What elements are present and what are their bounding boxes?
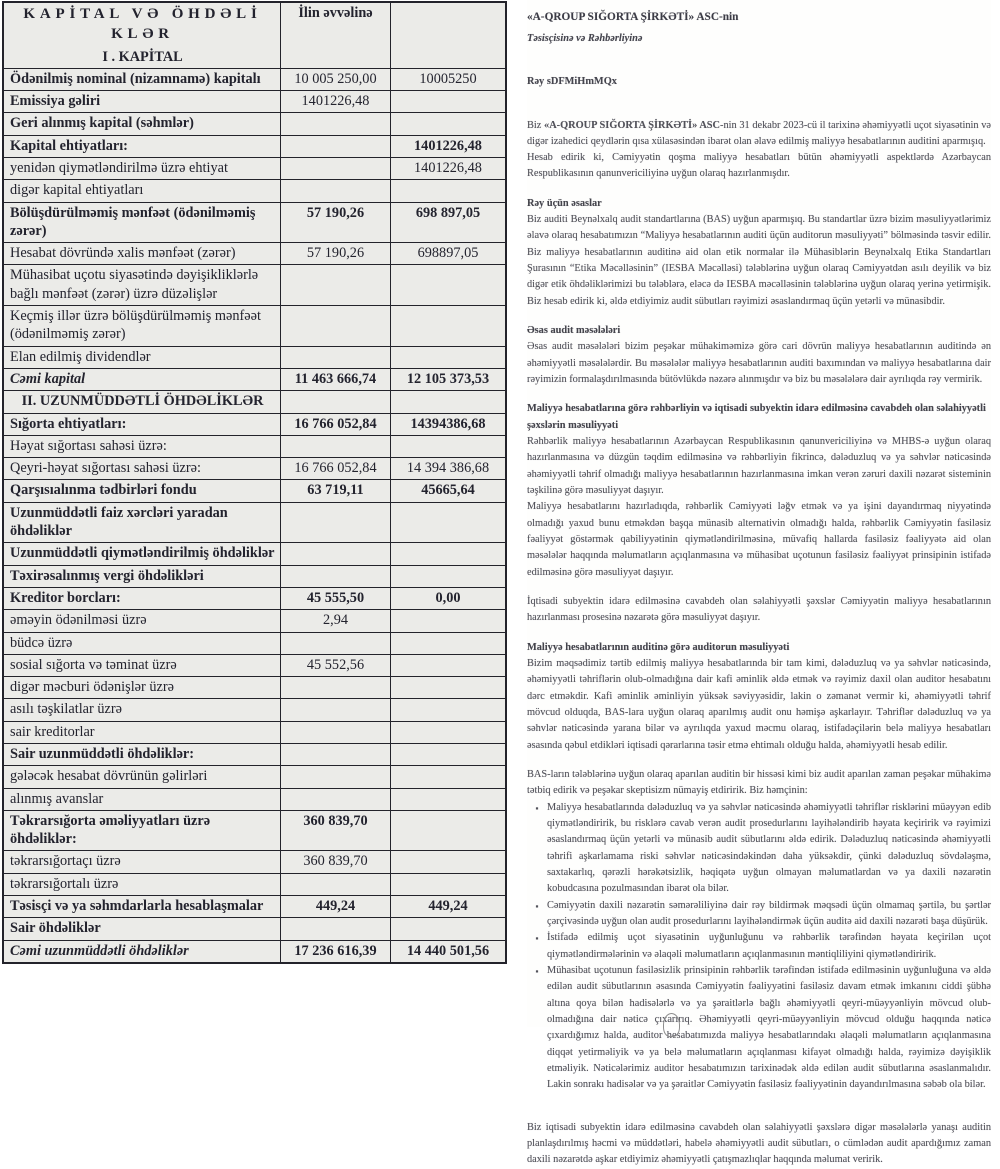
value-begin-of-year [280, 136, 390, 157]
table-row [4, 368, 505, 390]
value-begin-of-year: 45 555,50 [280, 588, 390, 609]
row-label: alınmış avanslar [10, 790, 104, 807]
audit-report-page [527, 0, 991, 1166]
bullet-icon: ▪ [535, 933, 539, 944]
value-end-of-year: 14 440 501,56 [390, 941, 505, 962]
value-begin-of-year: 57 190,26 [280, 203, 390, 243]
row-label: Cəmi uzunmüddətli öhdəliklər [10, 942, 189, 959]
row-label: digər kapital ehtiyatları [10, 182, 144, 199]
row-label: təkrarsığortaçı üzrə [10, 853, 121, 870]
balance-table-body [4, 47, 505, 962]
row-label: Qeyri-həyat sığortası sahəsi üzrə: [10, 460, 201, 477]
value-begin-of-year [280, 918, 390, 939]
table-row [4, 542, 505, 564]
value-end-of-year: 10005250 [390, 69, 505, 90]
row-label: Ödənilmiş nominal (nizamnamə) kapitalı [10, 70, 261, 87]
table-row [4, 179, 505, 201]
value-begin-of-year [280, 503, 390, 543]
table-row [4, 457, 505, 479]
value-end-of-year [390, 918, 505, 939]
value-end-of-year: 698 897,05 [390, 203, 505, 243]
report-bullet-text: Cəmiyyətin daxili nəzarətin səmərəliliyinə dair rəy bildirmək məqsədi üçün olmamaq şərtilə, bu şərtlər çərçivəsində uyğun olan audit prosedurlarını layihələndirmək üçün auditə aid daxili nəzarəti başa düşürük. [547, 899, 991, 927]
report-heading: Maliyyə hesabatlarına görə rəhbərliyin və iqtisadi subyektin idarə edilməsinə cavabdeh olan səlahiyyətli şəxslərin məsuliyyəti [527, 403, 986, 431]
value-begin-of-year [280, 265, 390, 305]
value-end-of-year [390, 677, 505, 698]
value-end-of-year [390, 503, 505, 543]
value-begin-of-year [280, 722, 390, 743]
value-end-of-year [390, 744, 505, 765]
value-end-of-year [390, 180, 505, 201]
report-body [527, 118, 991, 1169]
value-end-of-year: 14394386,68 [390, 414, 505, 435]
table-row [4, 721, 505, 743]
value-begin-of-year: 16 766 052,84 [280, 458, 390, 479]
value-begin-of-year: 16 766 052,84 [280, 414, 390, 435]
table-row [4, 413, 505, 435]
value-begin-of-year: 360 839,70 [280, 851, 390, 872]
value-end-of-year [390, 436, 505, 457]
table-row [4, 654, 505, 676]
value-begin-of-year [280, 543, 390, 564]
table-row [4, 68, 505, 90]
value-begin-of-year [280, 566, 390, 587]
value-end-of-year [390, 633, 505, 654]
table-row [4, 609, 505, 631]
value-begin-of-year: 45 552,56 [280, 655, 390, 676]
value-end-of-year [390, 874, 505, 895]
report-paragraph: Bizim məqsədimiz tərtib edilmiş maliyyə hesabatlarında bir tam kimi, dələduzluq və ya səhvlər nəticəsində, əhəmiyyətli təhriflərin olub-olmadığına dair kafi əminlik əldə etmək və rəyimiz daxil olan auditor hesabatını dərc etməkdir. Kafi əminlik əminliyin yüksək səviyyəsidir, lakin o zəmanət vermir ki, əhəmiyyətli təhrif mövcud olduqda, BAS-lara uyğun olaraq aparılmış audit onu həmişə aşkarlayır. Təhriflər dələduzluq və ya səhvlər nəticəsində yarana bilər və ayrılıqda yaxud məcmu olaraq, istifadəçilərin belə maliyyə hesabatları əsasında qəbul etdikləri iqtisadi qərarlarına təsir etmə ehtimalı olduğu halda, əhəmiyyətli hesab edilir. [527, 658, 991, 751]
report-paragraph: Biz «A-QROUP SIĞORTA ŞİRKƏTİ» ASC-nin 31 dekabr 2023-cü il tarixinə əhəmiyyətli uçot siyasətinin və digər izahedici qeydlərin qısa xülasəsindən ibarət olan əlavə edilmiş maliyyə hesabatlarının auditini aparmışıq. [527, 119, 991, 147]
report-heading: Əsas audit məsələləri [527, 325, 621, 337]
report-paragraph: Rəhbərlik maliyyə hesabatlarının Azərbaycan Respublikasının qanunvericiliyinə və MHBS-ə uyğun olaraq hazırlanmasına və düzgün təqdim edilməsinə və rəhbərliyin fikrincə, dələduzluq və ya səhvlər nəticəsində əhəmiyyətli təhrif olmadığı maliyyə hesabatlarının hazırlanmasına imkan verən zəruri daxili nəzarət sisteminin təşkilinə görə məsuliyyət daşıyır. [527, 436, 991, 497]
value-begin-of-year [280, 699, 390, 720]
row-label: yenidən qiymətləndirilmə üzrə ehtiyat [10, 159, 228, 176]
report-bullet-item [527, 963, 991, 1094]
table-row [4, 305, 505, 346]
report-heading: Maliyyə hesabatlarının auditinə görə auditorun məsuliyyəti [527, 641, 790, 653]
value-end-of-year [390, 543, 505, 564]
value-end-of-year [390, 91, 505, 112]
row-label: II. UZUNMÜDDƏTLİ ÖHDƏLİKLƏR [21, 393, 264, 410]
row-label: Emissiya gəliri [10, 93, 101, 110]
report-bullet-item [527, 898, 991, 931]
value-end-of-year: 698897,05 [390, 243, 505, 264]
bullet-icon: ▪ [535, 900, 539, 911]
table-row [4, 242, 505, 264]
value-begin-of-year: 360 839,70 [280, 811, 390, 851]
value-end-of-year [390, 391, 505, 412]
value-end-of-year: 14 394 386,68 [390, 458, 505, 479]
value-begin-of-year: 2,94 [280, 610, 390, 631]
value-end-of-year: 45665,64 [390, 480, 505, 501]
value-begin-of-year [280, 789, 390, 810]
value-end-of-year [390, 722, 505, 743]
report-paragraph: Əsas audit məsələləri bizim peşəkar mühakiməmizə görə cari dövrün maliyyə hesabatlarının auditində ən əhəmiyyətli məsələlərdir. Bu məsələlər maliyyə hesabatlarının auditi baxımından və maliyyə hesabatlarına dair rəyimizin formalaşdırılmasında bütövlükdə nəzərə alınmışdır və biz bu məsələlərə dair ayrılıqda rəy vermirik. [527, 341, 991, 386]
value-end-of-year [390, 766, 505, 787]
row-label: Təxirəsalınmış vergi öhdəlikləri [10, 567, 204, 584]
value-end-of-year [390, 699, 505, 720]
row-label: gələcək hesabat dövrünün gəlirləri [10, 768, 208, 785]
value-begin-of-year [280, 874, 390, 895]
col-header-capital-liabilities: KAPİTAL VƏ ÖHDƏLİ KLƏR [23, 6, 262, 43]
report-paragraph: Biz auditi Beynəlxalq audit standartlarına (BAS) uyğun aparmışıq. Bu standartlar üzrə bizim məsuliyyətlərimiz əlavə olaraq hesabatımızın “Maliyyə hesabatlarının auditi üçün auditorun məsuliyyəti” bölməsində təsvir edilir. Biz maliyyə hesabatlarının auditinə aid olan etik normalar ilə Mühasiblərin Beynəlxalq Etika Standartları Şurasının “Etika Məcəlləsinin” (IESBA Məcəlləsi) tələblərinə uyğun olaraq Cəmiyyətdən asılı deyilik və biz digər etik öhdəliklərimizi bu tələblərə, eləcə də IESBA məcəlləsinin tələblərinə uyğun olaraq yerinə yetirmişik. Biz hesab edirik ki, əldə etdiyimiz audit sübutları rəyimizi əsaslandırmaq üçün yetərli və münasibdir. [527, 214, 991, 307]
value-end-of-year: 1401226,48 [390, 158, 505, 179]
row-label: Sair öhdəliklər [10, 920, 101, 937]
row-label: təkrarsığortalı üzrə [10, 875, 119, 892]
value-begin-of-year [280, 180, 390, 201]
row-label: Həyat sığortası sahəsi üzrə: [10, 437, 167, 454]
report-bullet-item [527, 930, 991, 963]
report-bullet-text: Maliyyə hesabatlarında dələduzluq və ya səhvlər nəticəsində əhəmiyyətli təhriflər risklərini müəyyən edib qiymətləndiririk, bu risklərə cavab verən audit prosedurlarını layihələndirib həyata keçiririk və rəyimizi əsaslandırmaq üçün yetərli və münasib audit sübutlarını əldə edirik. Dələduzluq nəticəsində əhəmiyyətli təhrifi aşkarlamama riski səhvlər nəticəsindəkindən daha yüksəkdir, çünki dələduzluq sövdələşmə, saxtakarlıq, qərəzli hərəkətsizlik, həqiqətə uyğun olmayan məlumatlardan və ya daxili nəzarətin kobudcasına pozulmasından ibarət ola bilər. [547, 801, 991, 895]
table-row [4, 479, 505, 501]
value-begin-of-year [280, 347, 390, 368]
value-begin-of-year [280, 391, 390, 412]
value-begin-of-year [280, 306, 390, 346]
value-begin-of-year [280, 744, 390, 765]
table-row [4, 565, 505, 587]
value-begin-of-year [280, 677, 390, 698]
table-row [4, 698, 505, 720]
row-label: Təkrarsığorta əməliyyatları üzrə öhdəliklər: [10, 812, 211, 848]
row-label: Sair uzunmüddətli öhdəliklər: [10, 746, 195, 762]
table-row [4, 810, 505, 851]
row-label: Kapital ehtiyatları: [10, 137, 128, 154]
value-begin-of-year: 57 190,26 [280, 243, 390, 264]
table-row [4, 587, 505, 609]
report-title: «A-QROUP SIĞORTA ŞİRKƏTİ» ASC-nin [527, 11, 739, 23]
value-end-of-year [390, 655, 505, 676]
row-label: Kreditor borcları: [10, 589, 121, 606]
value-end-of-year [390, 306, 505, 346]
row-label: sair kreditorlar [10, 723, 95, 740]
value-begin-of-year: 63 719,11 [280, 480, 390, 501]
row-label: Mühasibat uçotu siyasətində dəyişikliklərlə bağlı mənfəət (zərər) üzrə düzəlişlər [10, 267, 259, 302]
value-begin-of-year [280, 766, 390, 787]
row-label: digər məcburi ödənişlər üzrə [10, 679, 174, 696]
value-end-of-year [390, 789, 505, 810]
value-end-of-year [390, 566, 505, 587]
value-begin-of-year [280, 633, 390, 654]
row-label: Cəmi kapital [10, 370, 86, 387]
table-row [4, 112, 505, 134]
report-opinion-label: Rəy sDFMiHmMQx [527, 76, 617, 88]
report-bullet-item [527, 800, 991, 898]
row-label: əməyin ödənilməsi üzrə [10, 612, 147, 629]
value-begin-of-year [280, 47, 390, 68]
col-header-end-of-year [390, 3, 505, 47]
table-row [4, 157, 505, 179]
value-end-of-year [390, 265, 505, 305]
table-row [4, 346, 505, 368]
table-row [4, 940, 505, 962]
row-label: Elan edilmiş dividendlər [10, 348, 151, 365]
table-row [4, 917, 505, 939]
value-end-of-year: 12 105 373,53 [390, 369, 505, 390]
value-end-of-year: 1401226,48 [390, 136, 505, 157]
table-row [4, 676, 505, 698]
row-label: sosial sığorta və təminat üzrə [10, 656, 177, 673]
value-begin-of-year: 10 005 250,00 [280, 69, 390, 90]
table-row [4, 895, 505, 917]
report-paragraph: BAS-ların tələblərinə uyğun olaraq aparılan auditin bir hissəsi kimi biz audit aparılan zaman peşəkar mühakimə tətbiq edirik və peşəkar skeptisizm nümayiş etdiririk. Biz həmçinin: [527, 768, 991, 797]
balance-sheet-table [2, 1, 507, 964]
value-begin-of-year [280, 158, 390, 179]
value-end-of-year [390, 610, 505, 631]
table-row [4, 873, 505, 895]
value-begin-of-year: 449,24 [280, 896, 390, 917]
table-row [4, 202, 505, 243]
table-row [4, 435, 505, 457]
row-label: Bölüşdürülməmiş mənfəət (ödənilməmiş zərər) [10, 204, 256, 239]
table-row [4, 264, 505, 305]
value-end-of-year: 449,24 [390, 896, 505, 917]
table-row [4, 850, 505, 872]
table-row [4, 765, 505, 787]
row-label: Geri alınmış kapital (səhmlər) [10, 115, 194, 132]
bullet-icon: ▪ [535, 802, 539, 813]
table-row [4, 90, 505, 112]
row-label: I . KAPİTAL [102, 48, 183, 65]
value-begin-of-year: 11 463 666,74 [280, 369, 390, 390]
report-paragraph: Hesab edirik ki, Cəmiyyətin qoşma maliyyə hesabatları bütün əhəmiyyətli aspektlərdə Azərbaycan Respublikasının qanunvericiliyinə uyğun olaraq hazırlanmışdır. [527, 152, 991, 180]
bullet-icon: ▪ [535, 965, 539, 976]
table-row [4, 135, 505, 157]
report-paragraph: Maliyyə hesabatlarını hazırladıqda, rəhbərlik Cəmiyyəti ləğv etmək və ya işini dayandırmaq niyyətində olmadığı yaxud bunu etməkdən başqa münasib alternativin olmadığı halda, rəhbərlik Cəmiyyətin fasiləsiz fəaliyyət göstərmək qabiliyyətinin qiymətləndirilməsinə, müvafiq hallarda fasiləsiz fəaliyyətə aid olan məsələlər haqqında məlumatların açıqlanmasına və mühasibat uçotunun fasiləsiz fəaliyyət prinsipinin istifadə edilməsinə görə məsuliyyət daşıyır. [527, 501, 991, 578]
report-bullet-text: Mühasibat uçotunun fasiləsizlik prinsipinin rəhbərlik tərəfindən istifadə edilməsinin uyğunluğuna və əldə edilən audit sübutlarının əsasında Cəmiyyətin fəaliyyətini fasiləsiz davam etmək imkanını ciddi şübhə altına qoya bilən hadisələrlə və ya şəraitlərlə bağlı əhəmiyyətli qeyri-müəyyənliyin mövcud olub-olmadığına dair nəticə çıxarırıq. Əhəmiyyətli qeyri-müəyyənliyin mövcud olduğu haqqında nəticə çıxardığımız halda, auditor hesabatımızda maliyyə hesabatlarındakı əlaqəli məlumatların açıqlanmasına diqqət yetirməliyik və ya belə məlumatların açıqlanması kifayət olmadığı halda, rəyimizə dəyişiklik etməliyik. Nəticələrimiz auditor hesabatımızın tarixinədək əldə edilən audit sübutlarına əsaslanmalıdır. Lakin sonrakı hadisələr və ya şəraitlər Cəmiyyətin fasiləsiz fəaliyyətinin dayandırılmasına səbəb ola bilər. [547, 964, 991, 1091]
row-label: Uzunmüddətli faiz xərcləri yaradan öhdəliklər [10, 504, 228, 540]
table-row [4, 632, 505, 654]
value-end-of-year [390, 811, 505, 851]
row-label: büdcə üzrə [10, 634, 73, 651]
report-addressee: Təsisçisinə və Rəhbərliyinə [527, 32, 643, 44]
table-row [4, 788, 505, 810]
row-label: Keçmiş illər üzrə bölüşdürülməmiş mənfəət (ödənilməmiş zərər) [10, 308, 261, 343]
table-header-row [4, 3, 505, 47]
value-end-of-year [390, 851, 505, 872]
table-row [4, 47, 505, 68]
row-label: Təsisçi və ya səhmdarlarla hesablaşmalar [10, 898, 264, 915]
row-label: Qarşısıalınma tədbirləri fondu [10, 482, 197, 499]
table-row [4, 502, 505, 543]
report-heading: Rəy üçün əsaslar [527, 197, 602, 209]
report-paragraph: Biz iqtisadi subyektin idarə edilməsinə cavabdeh olan səlahiyyətli şəxslərə digər məsələlərlə yanaşı auditin planlaşdırılmış həcmi və müddətləri, habelə əhəmiyyətli audit sübutları, o cümlədən audit apardığımız zaman daxili nəzarətdə aşkar etdiyimiz əhəmiyyətli çatışmazlıqlar haqqında məlumat veririk. [527, 1121, 991, 1166]
report-bullet-text: İstifadə edilmiş uçot siyasətinin uyğunluğunu və rəhbərlik tərəfindən həyata keçirilən uçot qiymətləndirmələrinin və əlaqəli məlumatların açıqlanmasının məntiqliliyini qiymətləndiririk. [547, 932, 991, 960]
row-label: Uzunmüddətli qiymətləndirilmiş öhdəliklər [10, 545, 275, 562]
value-begin-of-year: 17 236 616,39 [280, 941, 390, 962]
value-begin-of-year [280, 113, 390, 134]
table-row [4, 390, 505, 412]
col-header-begin-of-year: İlin əvvəlinə [280, 3, 390, 47]
report-paragraph: İqtisadi subyektin idarə edilməsinə cavabdeh olan səlahiyyətli şəxslər Cəmiyyətin maliyyə hesabatlarının hazırlanması prosesinə nəzarətə görə məsuliyyət daşıyır. [527, 596, 991, 624]
value-end-of-year [390, 347, 505, 368]
row-label: Sığorta ehtiyatları: [10, 415, 127, 432]
value-end-of-year: 0,00 [390, 588, 505, 609]
value-end-of-year [390, 47, 505, 68]
value-end-of-year [390, 113, 505, 134]
value-begin-of-year [280, 436, 390, 457]
row-label: Hesabat dövründə xalis mənfəət (zərər) [10, 245, 236, 262]
row-label: asılı təşkilatlar üzrə [10, 701, 122, 718]
table-row [4, 743, 505, 765]
value-begin-of-year: 1401226,48 [280, 91, 390, 112]
signature-mark [663, 1013, 680, 1037]
